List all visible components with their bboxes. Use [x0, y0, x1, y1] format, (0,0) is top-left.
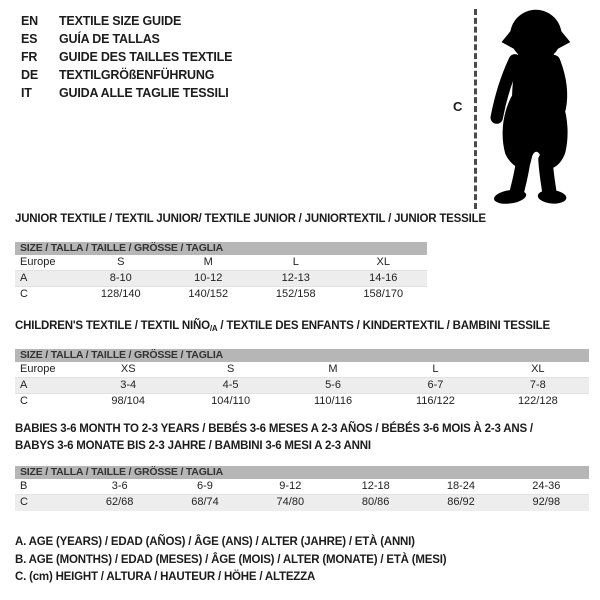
table-row-europe [15, 255, 427, 271]
footnote-a: A. AGE (YEARS) / EDAD (AÑOS) / ÂGE (ANS) / ALTER (JAHRE) / ETÀ (ANNI) [15, 536, 415, 548]
height-dashed-line [474, 9, 477, 209]
size-value-cell: 104/110 [211, 395, 251, 407]
size-value-cell: 92/98 [532, 496, 561, 508]
size-value-cell: S [117, 256, 125, 268]
size-table-header: SIZE / TALLA / TAILLE / GRÖSSE / TAGLIA [15, 242, 427, 255]
lang-title: TEXTILE SIZE GUIDE [59, 14, 182, 28]
size-value-cell: L [432, 363, 439, 375]
babies-size-section [15, 421, 589, 511]
size-value-cell: 158/170 [363, 288, 404, 300]
table-row-months [15, 479, 589, 495]
size-value-cell: 9-12 [279, 480, 302, 492]
junior-size-table [15, 242, 427, 303]
size-value-cell: 80/86 [361, 496, 390, 508]
table-row-height [15, 394, 589, 410]
size-value-cell: 62/68 [105, 496, 134, 508]
babies-table-title-line2: BABYS 3-6 MONATE BIS 2-3 JAHRE / BAMBINI 3-6 MESI A 2-3 ANNI [15, 440, 371, 452]
size-value-cell: S [226, 363, 235, 375]
size-value-cell: 152/158 [275, 288, 316, 300]
lang-code: EN [21, 14, 38, 28]
table-row-europe [15, 362, 589, 378]
size-table-header: SIZE / TALLA / TAILLE / GRÖSSE / TAGLIA [15, 466, 589, 479]
size-value-cell: 6-7 [427, 379, 444, 391]
footnote-c: C. (cm) HEIGHT / ALTURA / HAUTEUR / HÖHE / ALTEZZA [15, 571, 316, 583]
babies-table-title-line1: BABIES 3-6 MONTH TO 2-3 YEARS / BEBÉS 3-6 MESES A 2-3 AÑOS / BÉBÉS 3-6 MOIS À 2-3 ANS / [15, 423, 533, 435]
table-row-height [15, 495, 589, 511]
height-measure-figure [447, 4, 595, 216]
size-value-cell: 74/80 [276, 496, 305, 508]
size-value-cell: 140/152 [188, 288, 229, 300]
lang-code: ES [21, 32, 38, 46]
lang-title: GUÍA DE TALLAS [59, 32, 160, 46]
babies-size-table [15, 466, 589, 511]
title-part: / TEXTILE DES ENFANTS / KINDERTEXTIL / BAMBINI TESSILE [217, 320, 550, 332]
size-value-cell: 4-5 [222, 379, 239, 391]
height-measure-label: C [453, 99, 463, 114]
size-value-cell: XL [376, 256, 390, 268]
size-table-header: SIZE / TALLA / TAILLE / GRÖSSE / TAGLIA [15, 349, 589, 362]
row-label: C [20, 288, 28, 300]
size-value-cell: M [328, 363, 338, 375]
size-value-cell: 86/92 [447, 496, 475, 508]
size-value-cell: 8-10 [109, 272, 132, 284]
size-value-cell: 12-18 [361, 480, 390, 492]
size-value-cell: 24-36 [532, 480, 561, 492]
size-value-cell: XS [120, 363, 136, 375]
legend-row-fr [21, 48, 232, 66]
size-value-cell: L [292, 256, 299, 268]
table-row-height [15, 287, 427, 303]
size-value-cell: 5-6 [325, 379, 341, 391]
footnote-b: B. AGE (MONTHS) / EDAD (MESES) / ÂGE (MOIS) / ALTER (MONATE) / ETÀ (MESI) [15, 553, 447, 566]
children-table-title [15, 318, 589, 337]
legend-row-it [21, 84, 232, 102]
size-value-cell: 68/74 [191, 496, 219, 508]
title-subscript: /A [209, 324, 218, 333]
junior-table-title: JUNIOR TEXTILE / TEXTIL JUNIOR/ TEXTILE JUNIOR / JUNIORTEXTIL / JUNIOR TESSILE [15, 213, 486, 225]
legend-row-es [21, 30, 232, 48]
size-value-cell: 116/122 [415, 395, 455, 407]
table-row-age [15, 271, 427, 287]
table-row-age [15, 378, 589, 394]
language-legend [21, 12, 232, 102]
lang-code: DE [21, 68, 38, 82]
row-label: B [20, 480, 28, 492]
legend-row-en [21, 12, 232, 30]
size-value-cell: 7-8 [529, 379, 546, 391]
lang-code: IT [21, 86, 32, 100]
size-value-cell: 10-12 [194, 272, 223, 284]
measurement-footnotes [15, 534, 446, 587]
size-value-cell: M [203, 256, 213, 268]
title-part: CHILDREN'S TEXTILE / TEXTIL NIÑO [15, 320, 210, 332]
toddler-silhouette [485, 4, 581, 214]
size-value-cell: 128/140 [100, 288, 141, 300]
row-label: A [20, 272, 28, 284]
size-value-cell: 110/116 [313, 395, 353, 407]
size-value-cell: 12-13 [281, 272, 310, 284]
row-label: A [20, 379, 28, 391]
junior-size-section [15, 211, 486, 303]
row-label: C [20, 395, 28, 407]
lang-title: GUIDE DES TAILLES TEXTILE [59, 50, 233, 64]
size-value-cell: 6-9 [197, 480, 213, 492]
lang-code: FR [21, 50, 38, 64]
row-label: C [20, 496, 28, 508]
size-value-cell: 14-16 [369, 272, 398, 284]
legend-row-de [21, 66, 232, 84]
lang-title: GUIDA ALLE TAGLIE TESSILI [59, 86, 229, 100]
size-value-cell: XL [531, 363, 545, 375]
size-value-cell: 3-6 [111, 480, 128, 492]
lang-title: TEXTILGRÖßENFÜHRUNG [59, 68, 215, 82]
size-value-cell: 98/104 [111, 395, 146, 407]
size-value-cell: 122/128 [517, 395, 558, 407]
size-value-cell: 3-4 [120, 379, 137, 391]
row-label: Europe [20, 256, 56, 268]
row-label: Europe [20, 363, 56, 375]
size-value-cell: 18-24 [446, 480, 476, 492]
children-size-section [15, 318, 589, 410]
children-size-table [15, 349, 589, 410]
